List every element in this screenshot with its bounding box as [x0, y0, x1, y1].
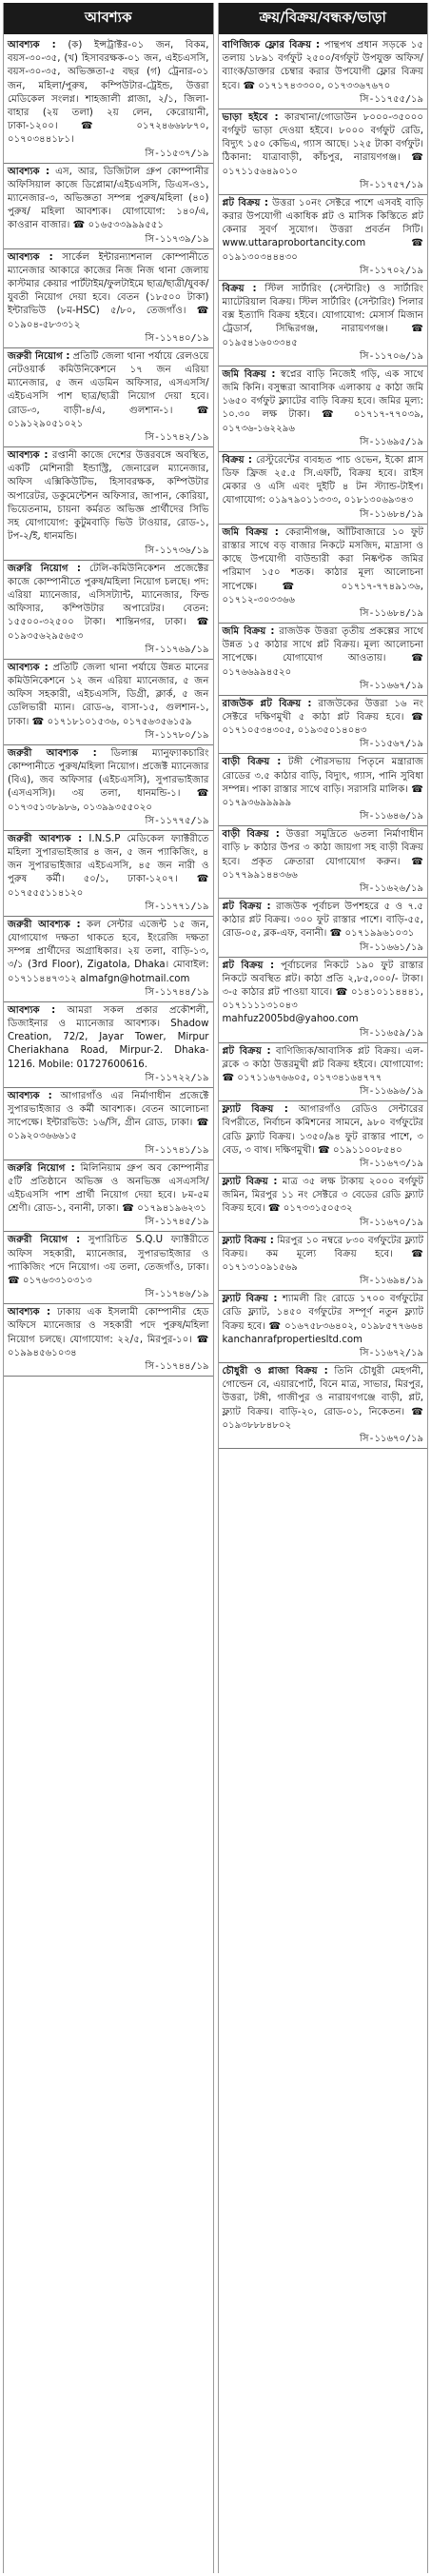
ad-headline: বাণিজ্যিক ফ্লোর বিক্রয় : — [222, 40, 321, 50]
ad-headline: জমি বিক্রয় : — [222, 526, 279, 538]
ad-text — [223, 283, 424, 350]
ad-reference-code: সি-১১৭০২/১৯ — [360, 265, 423, 276]
ad-body: I.N.S.P মেডিকেল ফ্যাক্টরীতে মহিলা সুপারভাইজার ৪ জন, ৫ জন প্যাকিজিং, ৪ জন সুপারভাইজার এইচএসসি, ৪৫ জন নারী ও পুরুষ কর্মী। ৫০/১, ঢাকা-১২০৭। ☎ ০১৭৫৫৫১১৪১২০ — [8, 833, 209, 899]
classified-ad — [219, 109, 428, 195]
classified-ad — [219, 281, 428, 367]
column-heading-wanted: আবশ্যক — [4, 3, 213, 34]
classified-ad — [219, 195, 428, 281]
ad-headline: জরুরী আবশ্যক : — [8, 747, 97, 759]
ad-reference-code: সি-১১৬৯৬/১৯ — [360, 1086, 423, 1098]
classified-ad — [4, 1304, 213, 1377]
ad-body: কেরানীগঞ্জ, আঁটিবাজারে ১০ ফুট রাস্তার সাথে বড় বাজার নিকটে মসজিদ, মাদ্রাসা ও কাছে উপযোগী বাউন্ডারী করা নিষ্কণ্টক জমির পরিমাণ ১৫০ শতক। কাঠার মূল্য আলোচনা সাপেক্ষে। ☎ ০১৭১৭-৭৭৪৯১৩৬, ০১৭১২-৩০৩৩৬৬ — [222, 526, 423, 605]
ad-text — [8, 833, 209, 901]
ad-headline: বিক্রয় : — [222, 283, 257, 294]
classified-ad — [4, 447, 213, 560]
ad-reference-code: সি-১১৭৪৪/১৯ — [145, 986, 209, 998]
ad-text — [223, 526, 424, 607]
ad-headline: ফ্ল্যাট বিক্রয় : — [222, 1294, 278, 1305]
ad-headline: প্লট বিক্রয় : — [222, 901, 271, 912]
ad-headline: বাড়ী বিক্রয় : — [222, 829, 280, 841]
ad-reference-code: সি-১১৭৩৬/১৯ — [145, 545, 209, 556]
classified-ad — [219, 452, 428, 525]
classified-ad — [219, 624, 428, 696]
ad-reference-code: সি-১১৬৬১/১৯ — [360, 941, 423, 953]
classified-ad — [4, 660, 213, 745]
classified-ad — [219, 1101, 428, 1174]
ad-headline: আবশ্যক : — [8, 251, 53, 263]
ad-headline: আবশ্যক : — [8, 1090, 52, 1101]
ad-reference-code: সি-১১৭৫৭/১৯ — [360, 179, 423, 190]
ad-reference-code: সি-১১৭৭১/১৯ — [145, 901, 209, 912]
ad-reference-code: সি-১১৬৭৩/১৯ — [360, 1159, 423, 1169]
ad-text — [223, 698, 424, 739]
classified-ad — [4, 249, 213, 348]
ad-text — [8, 350, 209, 431]
ad-body: উত্তরা ১০নং সেক্টরে পাশে এসবই বাড়ি করার উপযোগী একাধিক প্লট ও মাসিক কিস্তিতে প্লট কেনার সুবর্ণ সুযোগ। উত্তরা প্রবর্তন সিটি। www.uttaraprobortancity.com ☎ ০১৯১৩০৩৪৪৪৩০ — [222, 197, 423, 263]
ad-headline: প্লট বিক্রয় : — [222, 1045, 271, 1057]
classified-ad — [219, 1233, 428, 1292]
ad-body: রেস্টুরেন্টের ব্যবহৃত পাচ ওভেন, ইকো প্লাস ডিফ ফ্রিজ ২৫.৫ সি.এফটি, বিক্রয় হবে। রাইস মেকার ও এসি এবং দুইটি ৪ টন স্ট্যান্ড-টাইপ। যোগাযোগ: ০১৯৭৯০১১৩৩৩, ০১৮১৩০৬৯৩৪৩ — [222, 454, 423, 506]
ad-body: সুপারিচিত S.Q.U ফ্যাক্টরীতে অফিস সহকারী, ম্যানেজার, সুপারভাইজার ও প্যাকিজিং পদে নিয়োগ। ৩য় তলা, তেজগাঁও, ঢাকা। ☎ ০১৭৬৩৩১০৩১৩ — [8, 1235, 209, 1287]
ad-reference-code: সি-১১৭৮০/১৯ — [145, 729, 209, 741]
ad-headline: ফ্ল্যাট বিক্রয় : — [222, 1104, 288, 1116]
ad-text — [8, 563, 209, 644]
ad-body: মিলিনিয়াম গ্রুপ অব কোম্পানীর ৫টি প্রতিষ্ঠানে অভিজ্ঞ ও অনভিজ্ঞ এসএসসি/এইচএসসি পাশ প্রার্থী নিয়োগ দেয়া হবে। ৮ম-৫ম শ্রেণী। রোড-১, বনানী, ঢাকা। ☎ ০১৭৯৪১৯৬২৩১ — [8, 1162, 209, 1215]
ad-text — [223, 1103, 424, 1158]
ad-body: মিরপুর ১০ নম্বরে ৮৩০ বর্গফুটের ফ্ল্যাট বিক্রয়। কম মূল্যে বিক্রয় হবে। ☎ ০১৭১৩১০৯১৫৬৯ — [222, 1235, 424, 1274]
ad-body: শ্যামলী রিং রোডে ১৭০০ বর্গফুটের রেডি ফ্ল্যাট, ১৪৫০ বর্গফুটের সম্পূর্ণ নতুন ফ্ল্যাট বিক্রয় হবে। ☎ ০১৬৭৫৮৩৬৪০২, ০১৯৮৫৭৭৬৬৪ kanchanrafpropertiesltd.com — [222, 1294, 423, 1345]
ad-text — [223, 1365, 424, 1433]
ad-reference-code: সি-১১৬৫৯/১৯ — [360, 1027, 423, 1039]
ad-body: আগারগাঁও রেডিও সেন্টারের বিপরীতে, নির্বাচন কমিশনের সামনে, ৯৮০ বর্গফুটের রেডি ফ্ল্যাট বিক্রয়। ১৩৫০/৯৪ ফুট রাস্তার পাশে, ৩ বেড, ৩ বাথ। দক্ষিণমুখী। ☎ ০১৯১১০০৮৫৪০ — [222, 1104, 423, 1156]
ad-text — [223, 1293, 424, 1347]
ad-headline: জরুরি নিয়োগ : — [8, 563, 81, 574]
ad-body: কল সেন্টার এজেন্ট ১৫ জন, যোগাযোগ দক্ষতা থাকতে হবে, ইংরেজি দক্ষতা সম্পন্ন প্রার্থীদের অগ্রাধিকার। ২য় তলা, বাড়ি-১৩, ৩/১ (3rd Floor), Zigatola, Dhaka। মোবাইল: ০১৭১১৪৪৭৩১২ almafgn@hotmail.com — [8, 919, 209, 984]
ad-body: তিনি চৌধুরী মেহগনী, গোল্ডেন বে, এয়ারপোর্ট, বিনে মাত্র, সাভার, মিরপুর, উত্তরা, টঙ্গী, গাজীপুর ও নারায়ণগঞ্জে বাড়ী, প্লট, ফ্ল্যাট বিক্রয়। বাড়ি-২০, রোড-০১, নিকেতন। ☎ ০১৯৩৮৮৮৪৮০২ — [222, 1366, 423, 1431]
ad-text — [223, 454, 424, 508]
ad-headline: প্লট বিক্রয় : — [222, 197, 268, 208]
ad-reference-code: সি-১১৬৭২/১৯ — [360, 1348, 423, 1359]
ad-text — [223, 1176, 424, 1217]
ad-reference-code: সি-১১৭৪৪/১৯ — [145, 1361, 209, 1373]
classified-ad — [4, 745, 213, 831]
ad-text — [223, 1045, 424, 1086]
ad-body: সার্কেল ইন্টারন্যাশনাল কোম্পানীতে ম্যানেজার আকারে কাজের নিজ নিজ থানা জেলায় কাস্টমার কেয়ার পার্টটাইম/ফুলটাইমে ছাত্র/ছাত্রী/যুবক/যুবতী নিয়োগ দেয়া হবে। বেতন (১৮৫০০ টাকা) ইন্টারভিউ (৮ম-HSC) ৫/৮০, তেজগাঁও। ☎ ০১৯০৪-৫৮৩৩১২ — [8, 251, 209, 330]
ad-body: বাণিজ্যিক/আবাসিক প্লট বিক্রয়। এল-ব্লকে ৩ কাঠা উত্তরমুখী প্লট বিক্রয় হইবে। যোগাযোগ: ☎ ০১৭১১৬৭৬৬০৫, ০১৭৩৪১৬৪৭৭৭ — [222, 1045, 423, 1083]
classified-ad — [4, 348, 213, 447]
ad-reference-code: সি-১১৭৪০/১৯ — [145, 332, 209, 344]
ad-body: টঙ্গী পৌরসভায় পিতৃনে মন্ত্রারাজ রোডের ৩.৫ কাঠার বাড়ি, বিদ্যুৎ, গ্যাস, পানি সুবিধা সম্পন্ন। পাকা রাস্তার সাথে বাড়ি। সরাসরি মালিক। ☎ ০১৭৯৩৬৯৯৯৯৯ — [222, 757, 423, 808]
ad-text — [8, 166, 209, 233]
classified-ad — [4, 164, 213, 249]
ad-reference-code: সি-১১৭৪৬/১৯ — [145, 1289, 209, 1300]
classified-ad — [219, 525, 428, 624]
ad-reference-code: সি-১১৭৭৫/১৯ — [145, 815, 209, 826]
ad-text — [223, 901, 424, 941]
ad-reference-code: সি-১১৭২২/১৯ — [145, 1072, 209, 1083]
ad-body: রাজউক উত্তরা তৃতীয় প্রকল্পের সাথে উন্নত ১৫ কাঠার সাথে প্লট বিক্রয়। মূল্য আলোচনা সাপেক্ষে। যোগাযোগ আওতায়। ☎ ০১৭৬৬৯৯৪৫২০ — [222, 625, 423, 678]
ad-text — [223, 625, 424, 680]
ad-reference-code: সি-১১৭৫৫/১৯ — [360, 93, 423, 105]
ad-reference-code: সি-১১৬৪৬/১৯ — [360, 811, 423, 822]
ad-reference-code: সি-১১৭৪৫/১৯ — [145, 1217, 209, 1228]
ad-headline: ফ্ল্যাট বিক্রয় : — [222, 1235, 274, 1246]
classified-ad — [4, 1160, 213, 1233]
ad-headline: রাজউক প্লট বিক্রয় : — [222, 698, 312, 709]
classified-ad — [4, 1232, 213, 1304]
ad-body: প্রতিটি জেলা থানা পর্যায়ে উন্নত মানের কমিউনিকেশনে ১২ জন এরিয়া ম্যানেজার, ৫ জন অফিস সহকারী, এইচএসসি, ডিগ্রী, ক্লার্ক, ৫ জন ডেলিভারী ম্যান। রোড-৬, বাসা-১৫, গুলশান-১, ঢাকা। ☎ ০১৭১৮১০১৫৩৬, ০১৭৫৬৩৫৬১৫৯ — [8, 662, 209, 727]
ad-body: এস, আর, ডিজিটাল গ্রুপ কোম্পানীর অফিসিয়াল কাজে ডিপ্লোমা/এইচএসসি, ডিএস-ও১, ম্যানেজার-৩, অভিজ্ঞতা সম্পন্ন পুরুষ/মহিলা (৪০) পুরুষ/ মহিলা আবশ্যক। যোগাযোগ: ১৪০/এ, কাওরান বাজার। ☎ ০১৬৫৩৩৯৯৯৫৫১ — [8, 166, 209, 231]
ad-text — [8, 662, 209, 729]
ad-text — [8, 1234, 209, 1288]
ad-body: কারখানা/গোডাউন ৮০০০-৩৫০০০ বর্গফুট ভাড়া দেওয়া হইবে। ৮০০০ বর্গফুট রেডি, বিদ্যুৎ ১৫০ কেভিএ, গ্যাস আছে। ১২৫ টাকা বর্গফুট। ঠিকানা: যাত্রাবাড়ী, কাঁচপুর, নারায়ণগঞ্জ। ☎ ০১৭১১৫৬৪৯০১০ — [222, 111, 423, 177]
ad-headline: জরুরি নিয়োগ : — [8, 1162, 75, 1174]
ad-reference-code: সি-১১৫৩৭/১৯ — [145, 148, 209, 159]
ad-text — [223, 197, 424, 265]
ad-reference-code: সি-১১৭৪১/১৯ — [145, 1144, 209, 1156]
classified-ad — [4, 561, 213, 660]
ad-body: স্বপ্নের বাড়ি নিজেই গড়ি, এক সাথে জমি কিনি। বসুন্ধরা আবাসিক এলাকায় ৫ কাঠা জমি ১৬৫০ বর্গফুট ফ্ল্যাটের বাড়ি বিক্রয় হবে। জমির মূল্য: ১০.৩০ লক্ষ টাকা। ☎ ০১৭১৭-৭৭০৩৯, ০১৭৩৬-১৬২২৯৬ — [222, 368, 423, 434]
ad-body: প্রতিটি জেলা থানা পর্যায়ে রেলওয়ে নেটওয়ার্ক কমিউনিকেশনে ১৭ জন এরিয়া ম্যানেজার, ৫ জন এডমিন অফিসার, এসএসসি/এইচএসসি পাশ ছাত্র/ছাত্রী নিয়োগ দেয়া হবে। রোড-৩, বাড়ী-৪/এ, গুলশান-১। ☎ ০১৯১২৯০৫১০২১ — [8, 350, 209, 429]
ad-headline: জরুরী আবশ্যক : — [8, 833, 83, 844]
ad-body: মাত্র ৩৫ লক্ষ টাকায় ২০০০ বর্গফুট জমিন, মিরপুর ১১ নং সেক্টরে ৩ বেডের রেডি ফ্ল্যাট বিক্রয় হবে। ☎ ০১৭৩৩১৫০৫৩২ — [222, 1177, 423, 1215]
classified-ad — [219, 696, 428, 755]
classified-ad — [219, 899, 428, 958]
ad-headline: জরুরী নিয়োগ : — [8, 350, 70, 362]
ad-text — [8, 1004, 209, 1072]
ad-body: পূর্বাচলের নিকটে ১৯০ ফুট রাস্তার নিকটে অবস্থিত প্লট। কাঠা প্রতি ২,৮৫,০০০/- টাকা। ৩-৫ কাঠার প্লট পাওয়া যাবে। ☎ ০১৪১০১১৪৪৪১, ০১৭১১১১৩১০৪৩ mahfuz2005bd@yahoo.com — [222, 960, 423, 1025]
ad-headline: আবশ্যক : — [8, 1004, 56, 1016]
ad-body: রাজউকের উত্তরা ১৬ নং সেক্টরে দক্ষিণমুখী ৫ কাঠা প্লট বিক্রয় হবে। ☎ ০১৭১০৫৩৪৩০৫, ০১৯৩৫০১৪০৪৩ — [222, 698, 423, 737]
classified-ad — [219, 754, 428, 826]
classified-ad — [4, 917, 213, 1002]
ad-text — [8, 251, 209, 332]
classified-ad — [4, 37, 213, 164]
ad-headline: জমি বিক্রয় : — [222, 368, 276, 380]
column-wanted — [3, 3, 214, 2573]
ad-headline: বাড়ী বিক্রয় : — [222, 757, 282, 768]
buy-sell-ads-list — [219, 37, 428, 2573]
ad-headline: ফ্ল্যাট বিক্রয় : — [222, 1177, 278, 1187]
ad-reference-code: সি-১১৬৮৪/১৯ — [360, 607, 423, 619]
ad-body: রাজউক পূর্বাচল উপশহরে ৫ ও ৭.৫ কাঠার প্লট বিক্রয়। ৩০০ ফুট রাস্তার পাশে। বাড়ি-৫৫, রোড-০৫, ব্লক-এফ, বনানী। ☎ ০১৭১৯৯৬১০৩১ — [222, 901, 423, 940]
ad-headline: আবশ্যক : — [8, 40, 56, 50]
classified-ad — [4, 831, 213, 917]
ad-headline: আবশ্যক : — [8, 450, 49, 462]
ad-headline: জরুরী নিয়োগ : — [8, 1235, 81, 1246]
ad-reference-code: সি-১১৬৬৭/১৯ — [360, 680, 423, 691]
ad-reference-code: সি-১১৭৪২/১৯ — [145, 432, 209, 444]
ad-headline: প্লট বিক্রয় : — [222, 960, 275, 971]
ad-reference-code: সি-১১৬৭০/১৯ — [360, 1434, 423, 1445]
ad-headline: ভাড়া হইবে : — [222, 111, 279, 123]
classified-ad — [4, 1088, 213, 1160]
ad-reference-code: সি-১১৭৩৯/১৯ — [145, 233, 209, 245]
ad-text — [223, 756, 424, 810]
ad-headline: জরুরী আবশ্যক : — [8, 919, 81, 930]
ad-text — [223, 828, 424, 882]
ad-headline: আবশ্যক : — [8, 1307, 51, 1318]
ad-reference-code: সি-১১৬৯৫/১৯ — [360, 436, 423, 447]
classified-ad — [219, 826, 428, 899]
ad-text — [223, 960, 424, 1027]
ad-body: রপ্তানী কাজে দেশের উত্তরবঙ্গে অবস্থিত, একটি মেশিনারী ইন্ডাস্ট্রি, জেনারেল ম্যানেজার, অফিস এক্সিকিউটিভ, হিসাবরক্ষক, কম্পিউটার অপারেটর, ডকুমেন্টেশন অফিসার, জাপান, কোরিয়া, ভিয়েতনাম, চায়না কর্মরত অভিজ্ঞ প্রার্থীদের সিভি সহ যোগাযোগ: কুটুমবাড়ি ভিউ টাওয়ার, রোড-১, টপ-২/ই, ধানমন্ডি। — [8, 450, 209, 543]
ad-reference-code: সি-১১৫৬৭/১৯ — [360, 739, 423, 750]
ad-body: টেলি-কমিউনিকেশন প্রজেক্টের কাজে কোম্পানীতে পুরুষ/মহিলা নিয়োগ চলছে। পদ: এরিয়া ম্যানেজার, এসিসট্যান্ট, ম্যানেজার, ফিল্ড অফিসার, কম্পিউটার অপারেটর। বেতন: ১৫৫০০-৩২৫০০ টাকা। শান্তিনগর, ঢাকা। ☎ ০১৯৩৫৬২৯৫৬৫৩ — [8, 563, 209, 642]
ad-reference-code: সি-১১৬৭০/১৯ — [360, 1217, 423, 1228]
classified-ad — [219, 1174, 428, 1233]
ad-text — [8, 1306, 209, 1360]
ad-body: (ক) ইন্সট্রাক্টর-০১ জন, বিকম, বয়স-৩০-৩৫, (খ) হিসাবরক্ষক-০১ জন, এইচএসসি, বয়স-৩০-৩৫, অভিজ্ঞতা-৫ বছর (গ) ট্রেনার-০১ জন, মহিলা/পুরুষ, কম্পিউটার-ট্রেইন্ড, উত্তরা মেডিকেল সংলগ্ন। শাহজালী প্লাজা, ২/১, জিলা-বাহার (২য় তলা) ২য় লেন, কেরোয়ানী, ঢাকা-১২০০। ☎ ০১৭২৪৬৬৮৮৭০, ০১৭০৩৪৪১৮১। — [8, 40, 209, 146]
ad-text — [8, 39, 209, 148]
classified-ad — [219, 1043, 428, 1102]
ad-body: আমরা সকল প্রকার প্রকৌশলী, ডিজাইনার ও ম্যানেজার আবশ্যক। Shadow Creation, 72/2, Jayar Tower, Mirpur Cheriakhana Road, Mirpur-2. Dhaka-1216. Mobile: 01727600616. — [8, 1004, 209, 1070]
ad-headline: চৌধুরী ও প্লাজা বিক্রয় : — [222, 1366, 328, 1377]
ad-body: স্টিল সার্টারিং (সেন্টারিং) ও সার্টারিং ম্যাটেরিয়াল বিক্রয়। স্টিল সার্টারিং (সেন্টারিং) পিলার বক্স ইত্যাদি বিক্রয় হইবে। যোগাযোগ: মেসার্স মিজান ট্রেডার্স, সিদ্ধিরগঞ্জ, নারায়ণগঞ্জ। ☎ ০১৯৫৪১৬০৩৩৪৫ — [222, 283, 423, 348]
column-heading-buy-sell: ক্রয়/বিক্রয়/বন্ধক/ভাড়া — [219, 3, 428, 34]
ad-reference-code: সি-১১৬৮৪/১৯ — [360, 508, 423, 520]
ad-body: পান্থপথ প্রধান সড়কে ১৫ তলায় ১৮৯১ বর্গফুট ২৫০০/বর্গফুট উপযুক্ত অফিস/ব্যাংক/ডাক্তার চেম্বার করার উপযোগী ফ্লোর বিক্রয় হবে। ☎ ০১৭১৭৪৩৩০০, ০১৭৩৩৬৭৬৭০ — [222, 40, 423, 91]
classified-ad — [219, 958, 428, 1043]
ad-headline: বিক্রয় : — [222, 454, 252, 466]
classified-ad — [4, 1002, 213, 1088]
ad-text — [223, 111, 424, 179]
ad-headline: আবশ্যক : — [8, 166, 50, 177]
ad-text — [223, 1235, 424, 1276]
ad-body: ঢাকায় এক ইসলামী কোম্পানীর হেড অফিসে ম্যানেজার ও সহকারী পদে পুরুষ/মহিলা নিয়োগ চলছে। যোগাযোগ: ২২/৫, মিরপুর-১০। ☎ ০১৯৯৪৫৬১০৩৪ — [8, 1307, 209, 1358]
wanted-ads-list — [4, 37, 213, 2573]
classified-ad — [219, 1363, 428, 1449]
ad-text — [8, 747, 209, 815]
ad-text — [223, 39, 424, 93]
classified-ad — [219, 1291, 428, 1363]
classified-ad — [219, 37, 428, 109]
ad-text — [8, 449, 209, 544]
ad-body: উত্তরা সমুদ্রিতে ৬তলা নির্মাণাধীন বাড়ি ৮ কাঠার উপর ৩ কাঠা জায়গা সহ বাড়ী বিক্রয় হবে। প্রকৃত ক্রেতারা যোগাযোগ করুন। ☎ ০১৭৭৯৯১৪৪৩৬৬ — [222, 829, 423, 881]
ad-text — [8, 1162, 209, 1217]
classified-ad — [219, 367, 428, 452]
ad-text — [8, 1090, 209, 1144]
ad-headline: জমি বিক্রয় : — [222, 625, 275, 637]
ad-headline: আবশ্যক : — [8, 662, 49, 673]
ad-reference-code: সি-১১৭৬৯/১৯ — [145, 644, 209, 655]
ad-reference-code: সি-১১৬২৬/১৯ — [360, 882, 423, 894]
ad-body: আগারগাঁও এর নির্মাণাধীন প্রজেক্টে সুপারভাইজার ও কর্মী আবশ্যক। বেতন আলোচনা সাপেক্ষে। ইন্টারভিউ: ১৬/সি, গ্রীন রোড, ঢাকা। ☎ ০১৯২০৩৬৬৬১৫ — [8, 1090, 209, 1142]
ad-body: ডিলাক্স ম্যানুফ্যাকচারিং কোম্পানীতে পুরুষ/মহিলা নিয়োগ। প্রজেক্ট ম্যানেজার (বিএ), জব অফিসার (এইচএসসি), সুপারভাইজার (এসএসসি)। ৩য় তলা, ধানমন্ডি-১। ☎ ০১৭৩৫১৩৮৯৮৬, ০১৩৯৯৩৫৫০২০ — [8, 747, 209, 813]
ad-text — [8, 919, 209, 986]
ad-reference-code: সি-১১৬৯৪/১৯ — [360, 1276, 423, 1287]
ad-reference-code: সি-১১৭০৬/১৯ — [360, 350, 423, 362]
column-buy-sell — [218, 3, 429, 2573]
ad-text — [223, 368, 424, 436]
